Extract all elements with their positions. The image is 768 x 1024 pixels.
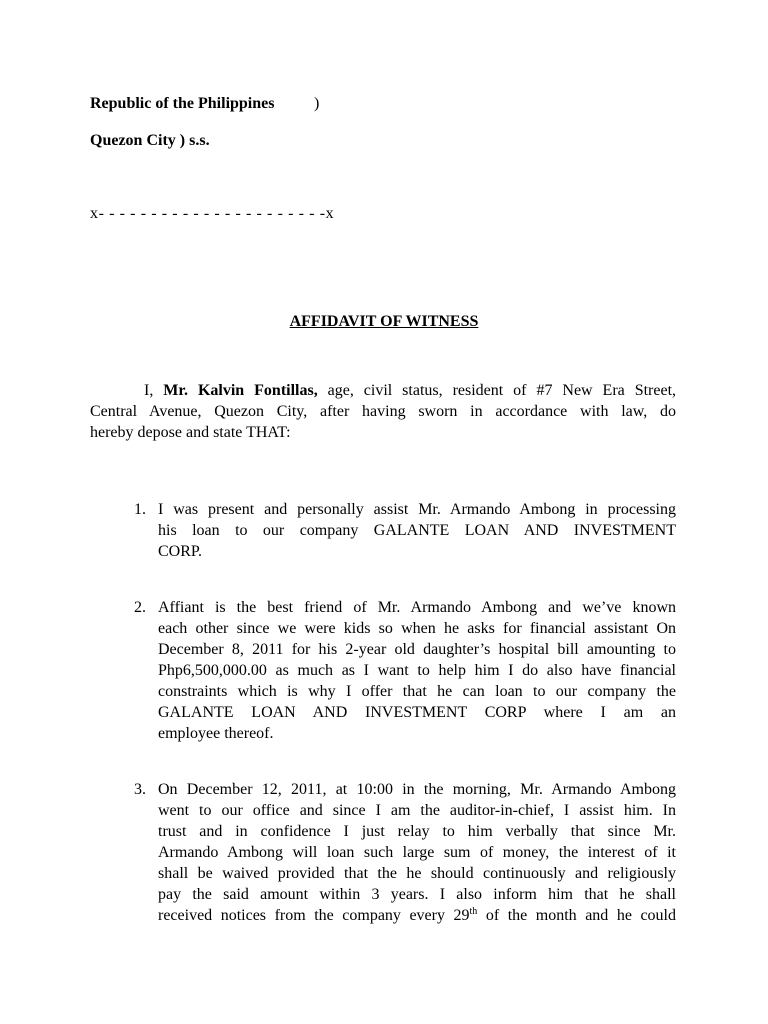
- item-number: 2.: [134, 599, 146, 616]
- item-line: CORP.: [158, 543, 203, 560]
- item-line: [158, 905, 676, 926]
- item-text: [158, 499, 676, 562]
- item-line: his loan to our company GALANTE LOAN AND INVESTMENT: [158, 522, 676, 539]
- item-line: pay the said amount within 3 years. I also inform him that he shall: [158, 886, 676, 903]
- item-line: On December 12, 2011, at 10:00 in the morning, Mr. Armando Ambong: [158, 781, 676, 798]
- item-line: Affiant is the best friend of Mr. Armando Ambong and we’ve known: [158, 599, 676, 616]
- item-line: employee thereof.: [158, 725, 274, 742]
- item-line: went to our office and since I am the auditor-in-chief, I assist him. In: [158, 802, 676, 819]
- city-text: Quezon City: [90, 132, 176, 149]
- intro-lead: I,: [144, 382, 164, 399]
- line-text: received notices from the company every 29: [158, 907, 470, 924]
- item-text: [158, 779, 676, 926]
- item-line: I was present and personally assist Mr. Armando Ambong in processing: [158, 501, 676, 518]
- item-line: Armando Ambong will loan such large sum of money, the interest of it: [158, 844, 676, 861]
- item-number: 1.: [134, 501, 146, 518]
- item-line: each other since we were kids so when he asks for financial assistant On: [158, 620, 676, 637]
- document-title: AFFIDAVIT OF WITNESS: [289, 313, 479, 330]
- caption-separator: x- - - - - - - - - - - - - - - - - - - - - -x: [90, 205, 335, 222]
- ss-text: ) s.s.: [179, 132, 210, 149]
- intro-line-2: Central Avenue, Quezon City, after having sworn in accordance with law, do: [90, 403, 676, 420]
- item-line: GALANTE LOAN AND INVESTMENT CORP where I am an: [158, 704, 676, 721]
- item-number: 3.: [134, 781, 146, 798]
- intro-paragraph: [90, 380, 676, 443]
- ordinal-suffix: th: [469, 906, 478, 917]
- intro-text-1: age, civil status, resident of #7 New Era Street,: [317, 382, 677, 399]
- line-text: of the month and he could: [477, 907, 676, 924]
- item-line: Php6,500,000.00 as much as I want to help him I do also have financial: [158, 662, 676, 679]
- header-republic: [90, 95, 274, 113]
- affiant-name: Mr. Kalvin Fontillas,: [163, 382, 318, 399]
- header-venue: [90, 132, 210, 150]
- item-text: [158, 597, 676, 744]
- item-line: trust and in confidence I just relay to him verbally that since Mr.: [158, 823, 676, 840]
- item-line: December 8, 2011 for his 2-year old daughter’s hospital bill amounting to: [158, 641, 676, 658]
- item-line: constraints which is why I offer that he can loan to our company the: [158, 683, 676, 700]
- republic-text: Republic of the Philippines: [90, 95, 275, 112]
- intro-line-3: hereby depose and state THAT:: [90, 424, 291, 441]
- header-republic-paren: ): [314, 95, 320, 112]
- item-line: shall be waived provided that the he should continuously and religiously: [158, 865, 676, 882]
- intro-line-1: [90, 380, 676, 401]
